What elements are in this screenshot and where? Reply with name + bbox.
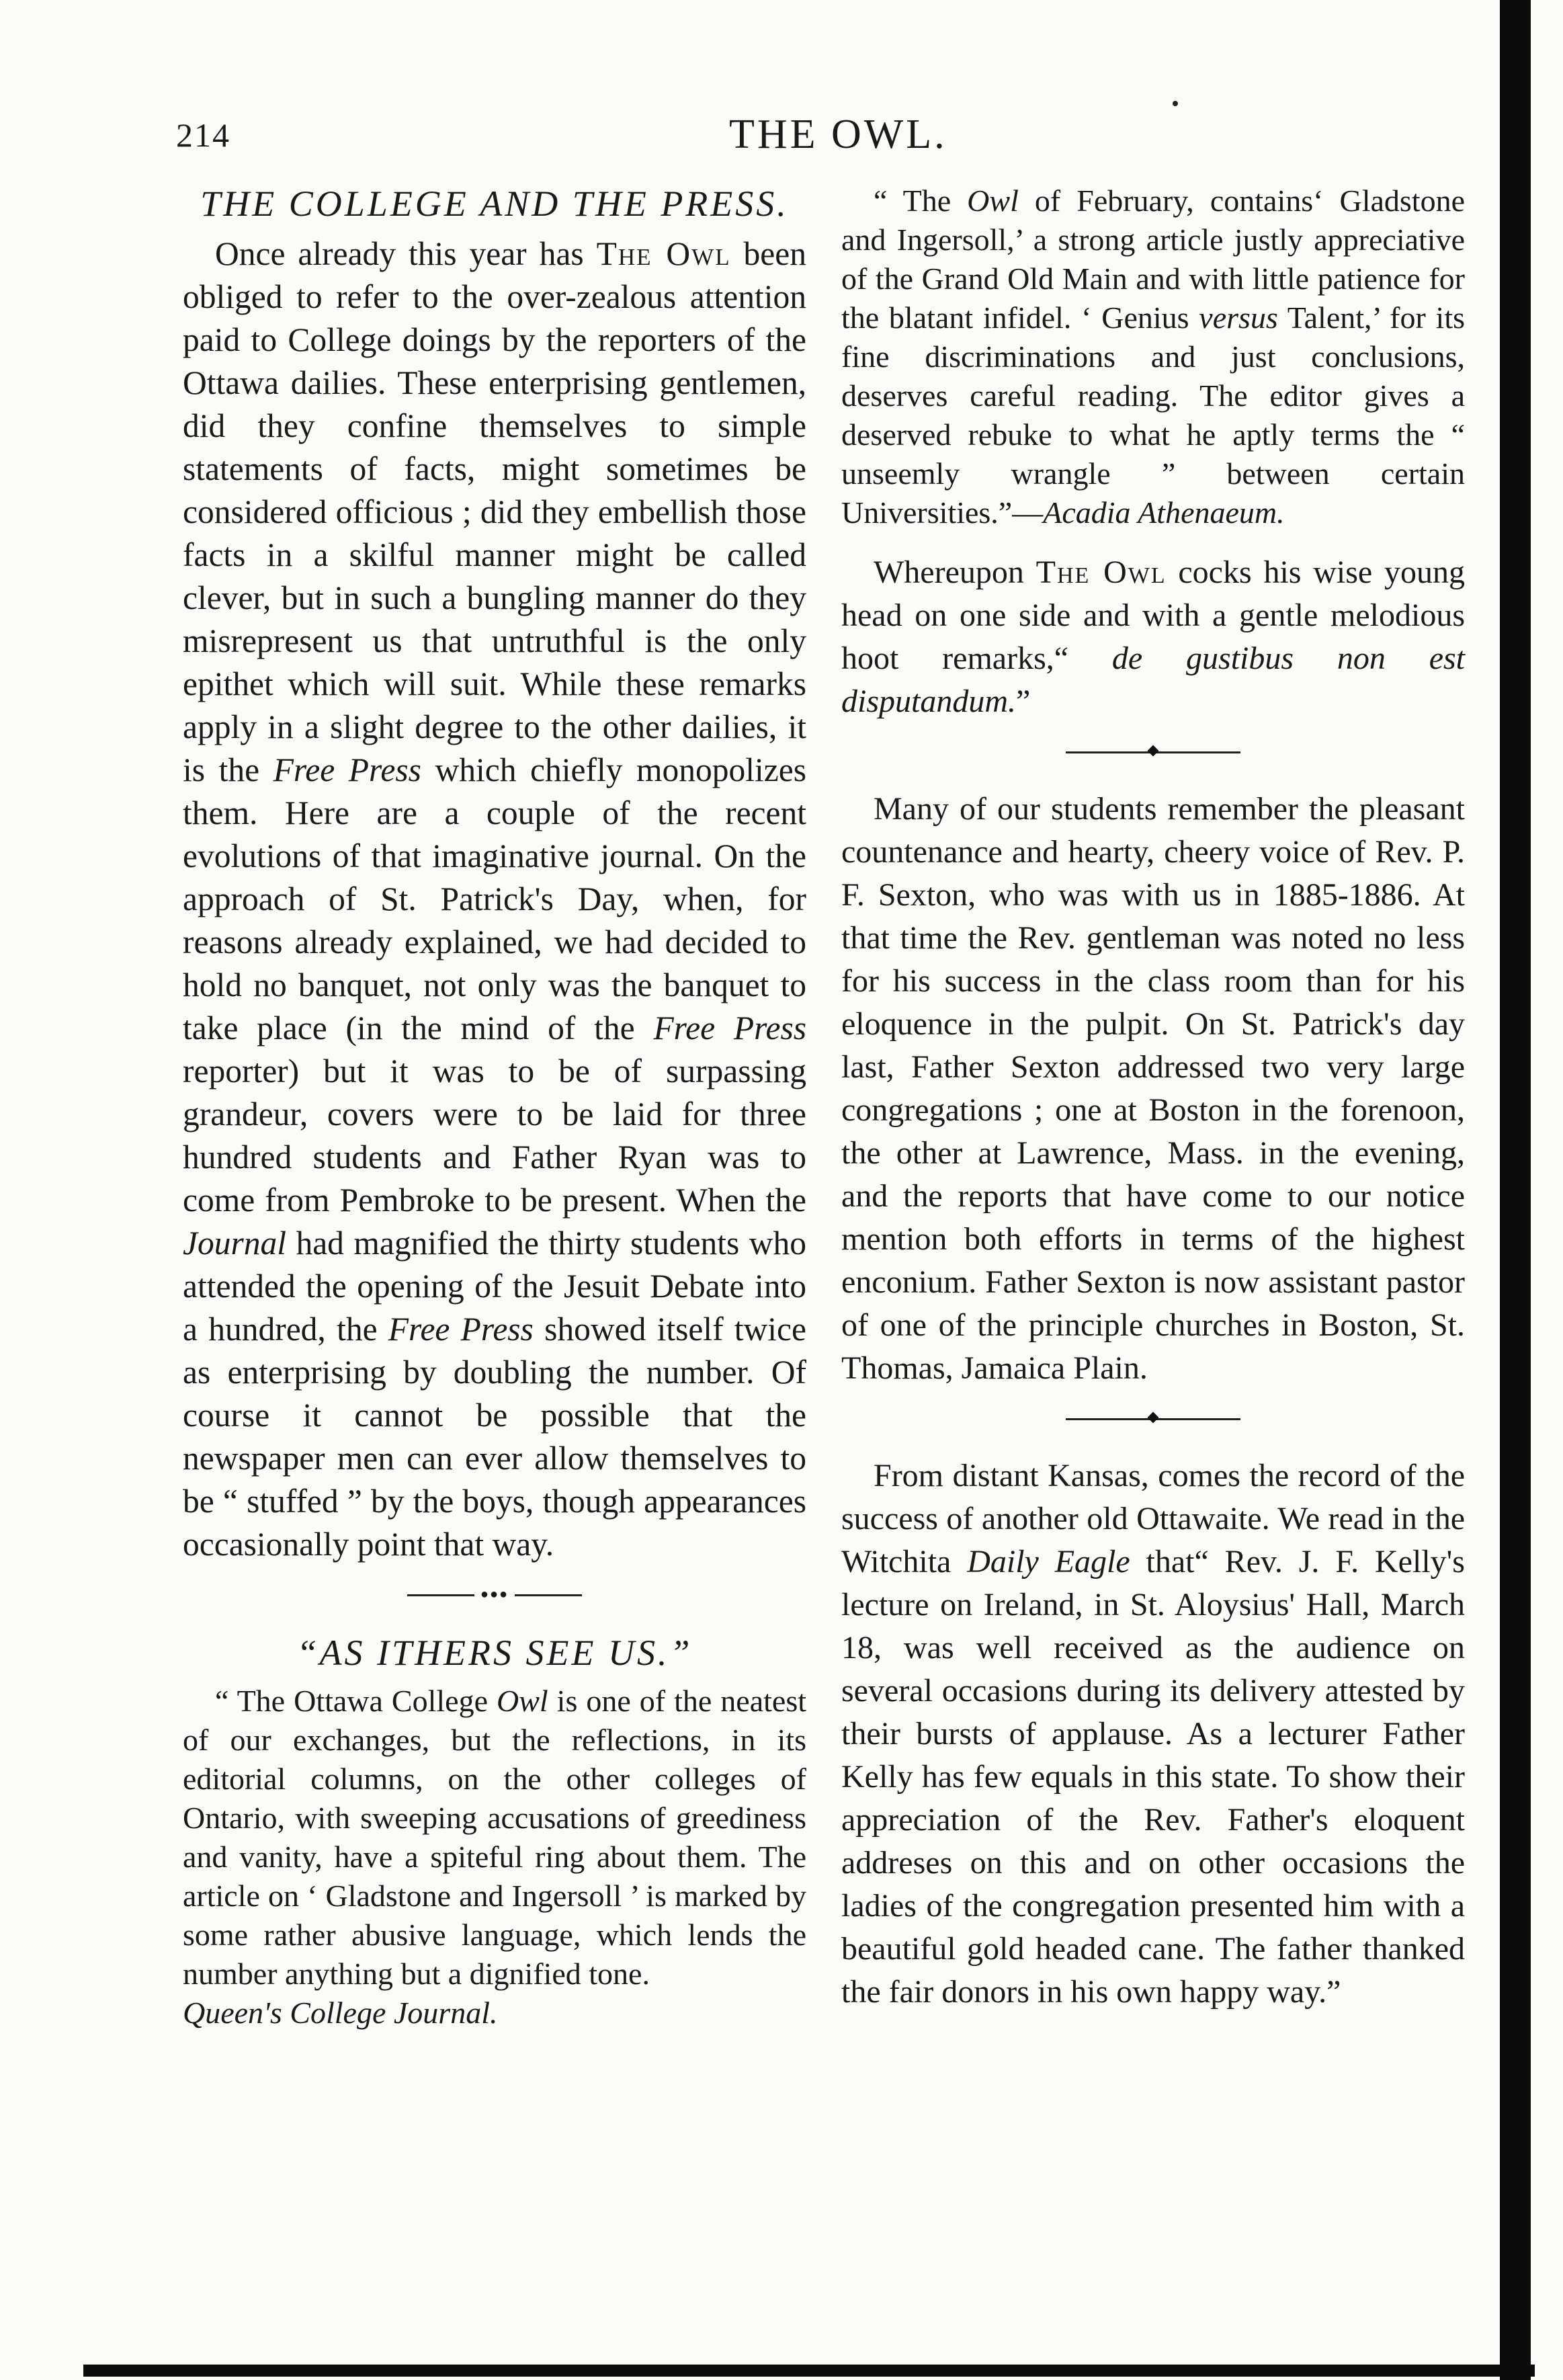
scan-edge-bottom [83, 2365, 1535, 2377]
article-body-as-ithers-see-us: “ The Ottawa College Owl is one of the neatest of our exchanges, but the reflections, in its editorial columns, on the other colleges of Ontario, with sweeping accusations of greediness and vanity, have a spiteful ring about them. The article on ‘ Gladstone and Ingersoll ’ is marked by some rather abusive language, which lends the number anything but a dignified tone. Queen's College Journal. [183, 1684, 806, 2030]
section-divider: ●●● [183, 1578, 806, 1612]
quote-source: Queen's College Journal. [183, 1996, 498, 2030]
article-body-college-press: Once already this year has The Owl been obliged to refer to the over-zealous attention paid to College doings by the reporters of the Ottawa dailies. These enterprising gentlemen, did they confine themselves to simple statements of facts, might sometimes be considered officious ; did they embellish those facts in a skilful manner might be called clever, but in such a bungling manner do they misrepresent us that untruthful is the only epithet which will suit. While these remarks apply in a slight degree to the other dailies, it is the Free Press which chiefly monopolizes them. Here are a couple of the recent evolutions of that imaginative journal. On the approach of St. Patrick's Day, when, for reasons already explained, we had decided to hold no banquet, not only was the banquet to take place (in the mind of the Free Press reporter) but it was to be of surpassing grandeur, covers were to be laid for three hundred students and Father Ryan was to come from Pembroke to be present. When the Journal had magnified the thirty students who attended the opening of the Jesuit Debate into a hundred, the Free Press showed itself twice as enterprising by doubling the number. Of course it cannot be possible that the newspaper men can ever allow themselves to be “ stuffed ” by the boys, though appearances occasionally point that way. [183, 235, 807, 1563]
right-column [841, 181, 1465, 2014]
article-title-college-press: THE COLLEGE AND THE PRESS. [200, 183, 789, 224]
article-title-as-ithers-see-us: “AS ITHERS SEE US.” [296, 1633, 693, 1673]
sexton-paragraph: Many of our students remember the pleasant countenance and hearty, cheery voice of Rev. P. F. Sexton, who was with us in 1885-1886. At that time the Rev. gentleman was noted no less for his success in the class room than for his eloquence in the pulpit. On St. Patrick's day last, Father Sexton addressed two very large congregations ; one at Boston in the forenoon, the other at Lawrence, Mass. in the evening, and the reports that have come to our notice mention both efforts in terms of the highest enconium. Father Sexton is now assistant pastor of one of the principle churches in Boston, St. Thomas, Jamaica Plain. [841, 791, 1465, 1386]
scan-edge-right [1500, 0, 1531, 2380]
left-column [183, 181, 806, 2033]
section-divider [841, 735, 1465, 769]
running-title: THE OWL. [729, 112, 947, 157]
print-speck [1173, 101, 1178, 106]
page-number: 214 [176, 116, 230, 154]
owl-response: Whereupon The Owl cocks his wise young head on one side and with a gentle melodious hoot remarks,“ de gustibus non est disputandum.” [841, 555, 1466, 719]
kelly-paragraph: From distant Kansas, comes the record of the success of another old Ottawaite. We read in the Witchita Daily Eagle that“ Rev. J. F. Kelly's lecture on Ireland, in St. Aloysius' Hall, March 18, was well received as the audience on several occasions during its delivery attested by their bursts of applause. As a lecturer Father Kelly has few equals in this state. To show their appreciation of the Rev. Father's eloquent addreses on this and on other occasions the ladies of the congregation presented him with a beautiful gold headed cane. The father thanked the fair donors in his own happy way.” [841, 1458, 1465, 2010]
exchange-quote-acadia: “ The Owl of February, contains‘ Gladstone and Ingersoll,’ a strong article justly appreciative of the Grand Old Main and with little patience for the blatant infidel. ‘ Genius versus Talent,’ for its fine discriminations and just conclusions, deserves careful reading. The editor gives a deserved rebuke to what he aptly terms the “ unseemly wrangle ” between certain Universities.”—Acadia Athenaeum. [841, 183, 1465, 530]
section-divider [841, 1402, 1465, 1436]
